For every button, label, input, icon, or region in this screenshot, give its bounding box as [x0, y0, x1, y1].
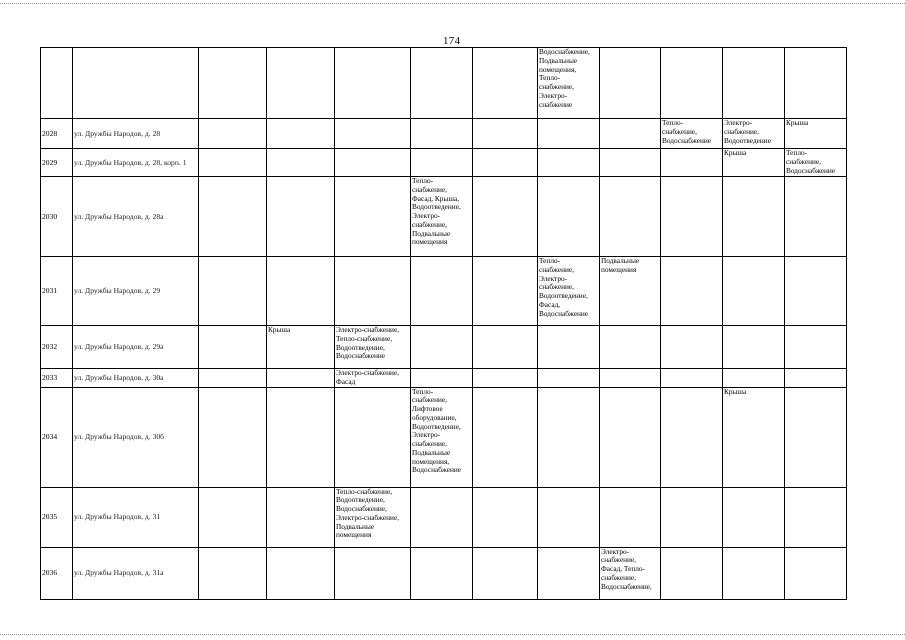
row-address: ул. Дружбы Народов, д. 31а [73, 547, 199, 599]
work-cell [538, 326, 600, 369]
work-cell [723, 48, 785, 119]
work-cell [267, 48, 335, 119]
work-cell [600, 326, 661, 369]
work-cell [785, 369, 847, 388]
work-cell [661, 387, 723, 487]
work-cell [723, 547, 785, 599]
work-cell: Тепло- снабжение, Водоснабжение [661, 119, 723, 149]
work-cell [723, 257, 785, 326]
work-cell: Крыша [723, 149, 785, 177]
work-cell [723, 326, 785, 369]
repair-schedule-table [40, 47, 847, 600]
work-cell [785, 387, 847, 487]
work-cell [538, 387, 600, 487]
work-cell: Электро-снабжение, Фасад [335, 369, 411, 388]
work-cell [473, 177, 538, 257]
row-address: ул. Дружбы Народов, д. 28а [73, 177, 199, 257]
work-cell [600, 487, 661, 547]
work-cell [600, 387, 661, 487]
work-cell [661, 369, 723, 388]
row-address [73, 48, 199, 119]
row-address: ул. Дружбы Народов, д. 28 [73, 119, 199, 149]
work-cell [661, 487, 723, 547]
row-number: 2031 [41, 257, 73, 326]
work-cell [411, 547, 473, 599]
work-cell [335, 119, 411, 149]
work-cell [785, 547, 847, 599]
work-cell [411, 257, 473, 326]
work-cell: Водоснабжение, Подвальные помещения, Тепло- снабжение, Электро- снабжение [538, 48, 600, 119]
work-cell [538, 149, 600, 177]
row-number [41, 48, 73, 119]
work-cell [538, 487, 600, 547]
work-cell [473, 257, 538, 326]
work-cell [267, 387, 335, 487]
work-cell [661, 326, 723, 369]
work-cell [411, 369, 473, 388]
row-address: ул. Дружбы Народов, д. 28, корп. 1 [73, 149, 199, 177]
work-cell [600, 369, 661, 388]
work-cell: Подвальные помещения [600, 257, 661, 326]
work-cell: Электро- снабжение, Водоотведение [723, 119, 785, 149]
work-cell [538, 119, 600, 149]
work-cell [785, 177, 847, 257]
work-cell [473, 326, 538, 369]
table-row [41, 547, 847, 599]
table-row [41, 177, 847, 257]
work-cell [473, 387, 538, 487]
work-cell [335, 48, 411, 119]
table-row [41, 487, 847, 547]
work-cell [661, 177, 723, 257]
work-cell [199, 257, 267, 326]
work-cell [199, 149, 267, 177]
row-address: ул. Дружбы Народов, д. 30а [73, 369, 199, 388]
work-cell: Крыша [785, 119, 847, 149]
row-address: ул. Дружбы Народов, д. 30б [73, 387, 199, 487]
scan-edge-top [0, 3, 905, 4]
work-cell [411, 326, 473, 369]
work-cell [785, 257, 847, 326]
work-cell [335, 149, 411, 177]
work-cell [473, 149, 538, 177]
work-cell [267, 177, 335, 257]
work-cell [600, 119, 661, 149]
work-cell [335, 257, 411, 326]
work-cell [267, 149, 335, 177]
work-cell [473, 487, 538, 547]
work-cell [538, 177, 600, 257]
work-cell [199, 326, 267, 369]
work-cell [473, 48, 538, 119]
work-cell [199, 119, 267, 149]
work-cell [335, 387, 411, 487]
row-number: 2028 [41, 119, 73, 149]
table-row [41, 257, 847, 326]
work-cell [785, 487, 847, 547]
work-cell: Крыша [723, 387, 785, 487]
work-cell [661, 257, 723, 326]
table-row [41, 369, 847, 388]
work-cell [199, 547, 267, 599]
work-cell: Электро-снабжение, Тепло-снабжение, Водоотведение, Водоснабжение [335, 326, 411, 369]
work-cell: Тепло-снабжение, Водоотведение, Водоснабжение, Электро-снабжение, Подвальные помещения [335, 487, 411, 547]
work-cell [600, 149, 661, 177]
work-cell: Крыша [267, 326, 335, 369]
page-number: 174 [443, 35, 461, 47]
work-cell [538, 369, 600, 388]
row-number: 2035 [41, 487, 73, 547]
work-cell [723, 369, 785, 388]
work-cell: Тепло- снабжение, Электро- снабжение, Водоотведение, Фасад, Водоснабжение [538, 257, 600, 326]
work-cell [267, 547, 335, 599]
row-number: 2034 [41, 387, 73, 487]
row-address: ул. Дружбы Народов, д. 29 [73, 257, 199, 326]
scan-edge-bottom [0, 634, 905, 635]
row-number: 2033 [41, 369, 73, 388]
work-cell [267, 369, 335, 388]
work-cell: Тепло- снабжение, Водоснабжение [785, 149, 847, 177]
work-cell [199, 177, 267, 257]
work-cell [411, 149, 473, 177]
work-cell [661, 149, 723, 177]
table-row [41, 387, 847, 487]
row-number: 2029 [41, 149, 73, 177]
work-cell [199, 387, 267, 487]
work-cell [199, 487, 267, 547]
work-cell [267, 119, 335, 149]
work-cell [473, 547, 538, 599]
work-cell [538, 547, 600, 599]
work-cell [411, 487, 473, 547]
row-number: 2030 [41, 177, 73, 257]
work-cell: Электро- снабжение, Фасад, Тепло- снабжение, Водоснабжение, [600, 547, 661, 599]
work-cell [335, 547, 411, 599]
row-number: 2036 [41, 547, 73, 599]
work-cell [661, 48, 723, 119]
work-cell [723, 177, 785, 257]
work-cell [411, 48, 473, 119]
work-cell [600, 48, 661, 119]
work-cell [473, 119, 538, 149]
table-row [41, 149, 847, 177]
work-cell: Тепло- снабжение, Лифтовое оборудование, Водоотведение, Электро- снабжение, Подвальные помещения, Водоснабжение [411, 387, 473, 487]
work-cell [335, 177, 411, 257]
table-row [41, 326, 847, 369]
work-cell [785, 326, 847, 369]
work-cell [199, 48, 267, 119]
work-cell [661, 547, 723, 599]
work-cell [600, 177, 661, 257]
work-cell [473, 369, 538, 388]
table-row [41, 119, 847, 149]
work-cell [267, 487, 335, 547]
row-number: 2032 [41, 326, 73, 369]
work-cell [785, 48, 847, 119]
table-row [41, 48, 847, 119]
work-cell [723, 487, 785, 547]
work-cell [411, 119, 473, 149]
row-address: ул. Дружбы Народов, д. 29а [73, 326, 199, 369]
work-cell [267, 257, 335, 326]
row-address: ул. Дружбы Народов, д. 31 [73, 487, 199, 547]
work-cell [199, 369, 267, 388]
work-cell: Тепло- снабжение, Фасад, Крыша, Водоотведение, Электро- снабжение, Подвальные помещения [411, 177, 473, 257]
